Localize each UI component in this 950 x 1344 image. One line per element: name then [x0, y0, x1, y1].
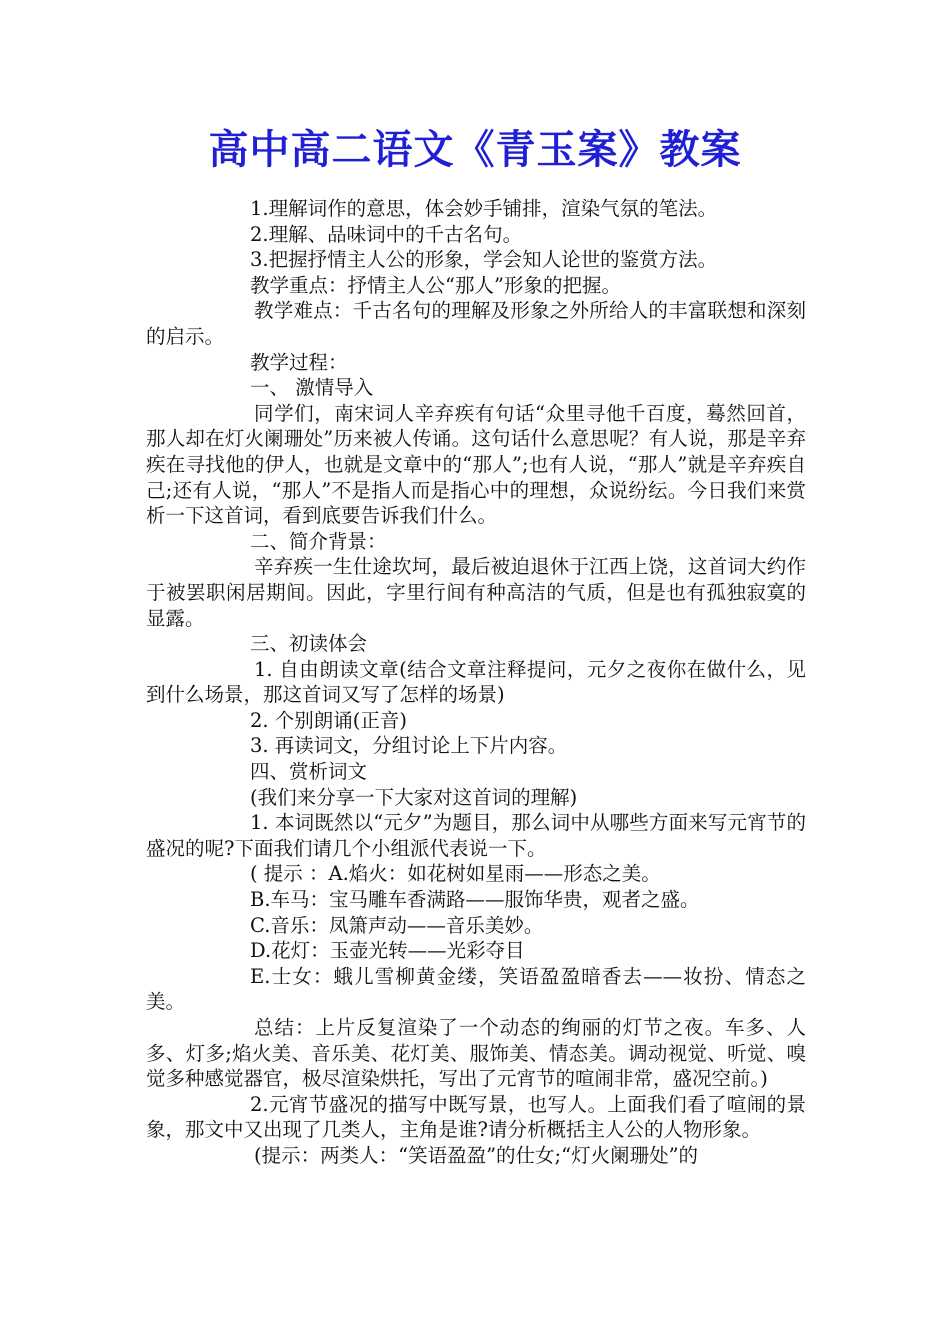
section-1-heading: 一、 激情导入	[250, 376, 374, 400]
section-4-heading: 四、赏析词文	[250, 760, 368, 784]
hint-d: D.花灯：玉壶光转——光彩夺目	[250, 939, 525, 963]
section-4-question-1: 1. 本词既然以“元夕”为题目，那么词中从哪些方面来写元宵节的盛况的呢?下面我们请几个小组派代表说一下。	[146, 811, 806, 860]
section-4-question-2: 2.元宵节盛况的描写中既写景，也写人。上面我们看了喧闹的景象，那文中又出现了几类人，主角是谁?请分析概括主人公的人物形象。	[146, 1092, 806, 1142]
section-2-heading: 二、简介背景：	[250, 529, 387, 553]
summary-paragraph: 总结：上片反复渲染了一个动态的绚丽的灯节之夜。车多、人多、灯多;焰火美、音乐美、花灯美、服饰美、情态美。调动视觉、听觉、嗅觉多种感觉器官，极尽渲染烘托，写出了元宵节的喧闹非常，盛况空前。)	[146, 1016, 806, 1091]
teaching-process-heading: 教学过程：	[250, 350, 348, 374]
section-1-paragraph: 同学们，南宋词人辛弃疾有句话“众里寻他千百度，蓦然回首，那人却在灯火阑珊处”历来被人传诵。这句话什么意思呢？有人说，那是辛弃疾在寻找他的伊人，也就是文章中的“那人”;也有人说，“那人”就是辛弃疾自己;还有人说，“那人”不是指人而是指心中的理想，众说纷纭。今日我们来赏析一下这首词，看到底要告诉我们什么。	[146, 401, 806, 528]
teaching-difficulty: 教学难点：千古名句的理解及形象之外所给人的丰富联想和深刻的启示。	[146, 299, 806, 348]
objective-1: 1.理解词作的意思，体会妙手铺排，渲染气氛的笔法。	[250, 197, 718, 220]
document-title: 高中高二语文《青玉案》教案	[208, 126, 742, 173]
objective-2: 2.理解、品味词中的千古名句。	[250, 222, 523, 246]
hint-b: B.车马：宝马雕车香满路——服饰华贵，观者之盛。	[250, 888, 700, 912]
hint-c: C.音乐：凤箫声动——音乐美妙。	[250, 913, 544, 937]
section-3-item-2: 2. 个别朗诵(正音)	[250, 708, 408, 732]
hint-e: E.士女：蛾儿雪柳黄金缕，笑语盈盈暗香去——妆扮、情态之美。	[146, 964, 806, 1014]
hint-a: ( 提示 ：A.焰火：如花树如星雨——形态之美。	[250, 862, 661, 886]
section-2-paragraph: 辛弃疾一生仕途坎坷，最后被迫退休于江西上饶，这首词大约作于被罢职闲居期间。因此，字里行间有种高洁的气质，但是也有孤独寂寞的显露。	[146, 555, 806, 630]
section-3-heading: 三、初读体会	[250, 632, 368, 656]
section-3-item-3: 3. 再读词文，分组讨论上下片内容。	[250, 734, 568, 758]
objective-3: 3.把握抒情主人公的形象，学会知人论世的鉴赏方法。	[250, 248, 718, 272]
teaching-focus: 教学重点：抒情主人公“那人”形象的把握。	[250, 273, 621, 297]
section-4-intro: (我们来分享一下大家对这首词的理解)	[250, 785, 578, 809]
hint-two-types: (提示：两类人：“笑语盈盈”的仕女;“灯火阑珊处”的	[254, 1143, 699, 1167]
section-3-item-1: 1. 自由朗读文章(结合文章注释提问，元夕之夜你在做什么，见到什么场景，那这首词又写了怎样的场景)	[146, 657, 806, 707]
document-body	[146, 196, 806, 1169]
